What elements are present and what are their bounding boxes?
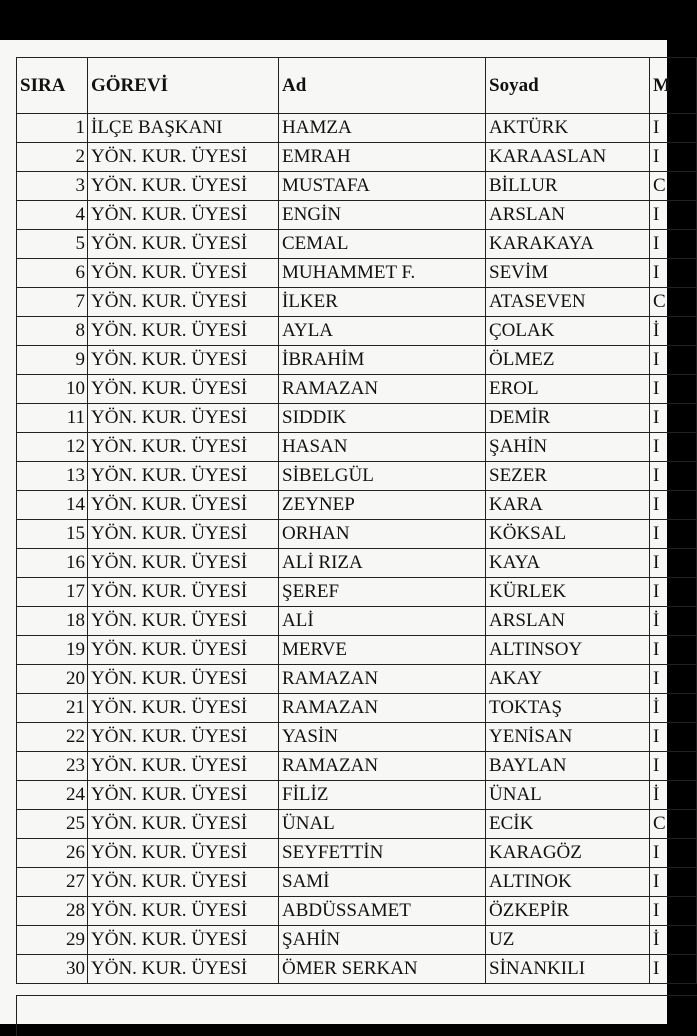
row-ad: ALİ xyxy=(279,607,486,636)
table-row xyxy=(17,665,697,694)
row-gorev: YÖN. KUR. ÜYESİ xyxy=(88,143,279,172)
row-m: I xyxy=(650,636,697,665)
row-soyad: ÇOLAK xyxy=(486,317,650,346)
row-number: 7 xyxy=(17,288,88,317)
row-gorev: YÖN. KUR. ÜYESİ xyxy=(88,375,279,404)
header-sira: SIRA xyxy=(17,58,88,114)
row-number: 10 xyxy=(17,375,88,404)
table-row xyxy=(17,259,697,288)
table-row xyxy=(17,491,697,520)
table-row xyxy=(17,433,697,462)
row-m: I xyxy=(650,143,697,172)
row-ad: RAMAZAN xyxy=(279,375,486,404)
row-number: 8 xyxy=(17,317,88,346)
row-gorev: YÖN. KUR. ÜYESİ xyxy=(88,839,279,868)
row-ad: EMRAH xyxy=(279,143,486,172)
row-ad: SAMİ xyxy=(279,868,486,897)
row-ad: SİBELGÜL xyxy=(279,462,486,491)
row-number: 14 xyxy=(17,491,88,520)
table-row xyxy=(17,810,697,839)
row-m: I xyxy=(650,433,697,462)
row-number: 30 xyxy=(17,955,88,984)
row-soyad: BAYLAN xyxy=(486,752,650,781)
row-gorev: YÖN. KUR. ÜYESİ xyxy=(88,317,279,346)
header-row xyxy=(17,58,697,114)
row-soyad: BİLLUR xyxy=(486,172,650,201)
row-soyad: KARAASLAN xyxy=(486,143,650,172)
row-gorev: YÖN. KUR. ÜYESİ xyxy=(88,665,279,694)
table-row xyxy=(17,897,697,926)
table-row xyxy=(17,143,697,172)
row-ad: SEYFETTİN xyxy=(279,839,486,868)
row-ad: ABDÜSSAMET xyxy=(279,897,486,926)
table-row xyxy=(17,694,697,723)
table-continuation xyxy=(16,995,697,1036)
row-soyad: ŞAHİN xyxy=(486,433,650,462)
table-row xyxy=(17,955,697,984)
row-soyad: ALTINOK xyxy=(486,868,650,897)
row-gorev: YÖN. KUR. ÜYESİ xyxy=(88,868,279,897)
row-soyad: KARA xyxy=(486,491,650,520)
row-soyad: KARAGÖZ xyxy=(486,839,650,868)
row-ad: MUSTAFA xyxy=(279,172,486,201)
row-soyad: SEZER xyxy=(486,462,650,491)
row-m: I xyxy=(650,404,697,433)
row-soyad: DEMİR xyxy=(486,404,650,433)
row-m: I xyxy=(650,752,697,781)
row-number: 24 xyxy=(17,781,88,810)
row-soyad: EROL xyxy=(486,375,650,404)
row-gorev: YÖN. KUR. ÜYESİ xyxy=(88,694,279,723)
row-number: 29 xyxy=(17,926,88,955)
row-number: 18 xyxy=(17,607,88,636)
row-m: I xyxy=(650,462,697,491)
row-gorev: YÖN. KUR. ÜYESİ xyxy=(88,520,279,549)
row-gorev: YÖN. KUR. ÜYESİ xyxy=(88,404,279,433)
table-row xyxy=(17,752,697,781)
row-number: 19 xyxy=(17,636,88,665)
row-ad: HASAN xyxy=(279,433,486,462)
row-m: I xyxy=(650,578,697,607)
row-soyad: KAYA xyxy=(486,549,650,578)
row-soyad: UZ xyxy=(486,926,650,955)
table-row xyxy=(17,114,697,143)
row-soyad: KÖKSAL xyxy=(486,520,650,549)
row-soyad: ÖZKEPİR xyxy=(486,897,650,926)
row-m: İ xyxy=(650,317,697,346)
row-gorev: YÖN. KUR. ÜYESİ xyxy=(88,752,279,781)
row-gorev: YÖN. KUR. ÜYESİ xyxy=(88,636,279,665)
row-ad: HAMZA xyxy=(279,114,486,143)
row-ad: RAMAZAN xyxy=(279,665,486,694)
row-soyad: KÜRLEK xyxy=(486,578,650,607)
row-soyad: AKTÜRK xyxy=(486,114,650,143)
row-ad: SIDDIK xyxy=(279,404,486,433)
table-row xyxy=(17,549,697,578)
row-number: 26 xyxy=(17,839,88,868)
table-row xyxy=(17,926,697,955)
row-m: C xyxy=(650,810,697,839)
table-row xyxy=(17,462,697,491)
row-ad: ŞEREF xyxy=(279,578,486,607)
row-number: 23 xyxy=(17,752,88,781)
row-soyad: SİNANKILI xyxy=(486,955,650,984)
table-row xyxy=(17,781,697,810)
row-ad: CEMAL xyxy=(279,230,486,259)
row-ad: MERVE xyxy=(279,636,486,665)
row-m: I xyxy=(650,346,697,375)
row-m: I xyxy=(650,201,697,230)
row-number: 12 xyxy=(17,433,88,462)
row-number: 27 xyxy=(17,868,88,897)
row-ad: ORHAN xyxy=(279,520,486,549)
row-gorev: YÖN. KUR. ÜYESİ xyxy=(88,578,279,607)
row-soyad: ALTINSOY xyxy=(486,636,650,665)
row-number: 15 xyxy=(17,520,88,549)
row-ad: ÜNAL xyxy=(279,810,486,839)
row-gorev: YÖN. KUR. ÜYESİ xyxy=(88,781,279,810)
row-number: 16 xyxy=(17,549,88,578)
row-m: I xyxy=(650,868,697,897)
row-ad: ŞAHİN xyxy=(279,926,486,955)
row-number: 25 xyxy=(17,810,88,839)
row-number: 2 xyxy=(17,143,88,172)
row-gorev: YÖN. KUR. ÜYESİ xyxy=(88,462,279,491)
table-row xyxy=(17,520,697,549)
row-number: 3 xyxy=(17,172,88,201)
row-number: 20 xyxy=(17,665,88,694)
table-row xyxy=(17,375,697,404)
row-gorev: YÖN. KUR. ÜYESİ xyxy=(88,259,279,288)
row-number: 21 xyxy=(17,694,88,723)
table-row xyxy=(17,346,697,375)
row-number: 9 xyxy=(17,346,88,375)
table-row xyxy=(17,839,697,868)
header-soyad: Soyad xyxy=(486,58,650,114)
row-number: 6 xyxy=(17,259,88,288)
row-number: 13 xyxy=(17,462,88,491)
table-row xyxy=(17,172,697,201)
row-number: 4 xyxy=(17,201,88,230)
row-number: 1 xyxy=(17,114,88,143)
row-m: C xyxy=(650,288,697,317)
row-gorev: YÖN. KUR. ÜYESİ xyxy=(88,230,279,259)
row-gorev: YÖN. KUR. ÜYESİ xyxy=(88,172,279,201)
row-ad: ZEYNEP xyxy=(279,491,486,520)
row-soyad: ARSLAN xyxy=(486,607,650,636)
row-soyad: TOKTAŞ xyxy=(486,694,650,723)
row-soyad: ECİK xyxy=(486,810,650,839)
row-gorev: YÖN. KUR. ÜYESİ xyxy=(88,346,279,375)
row-ad: İLKER xyxy=(279,288,486,317)
row-m: I xyxy=(650,259,697,288)
row-soyad: YENİSAN xyxy=(486,723,650,752)
row-number: 11 xyxy=(17,404,88,433)
row-soyad: AKAY xyxy=(486,665,650,694)
table-row xyxy=(17,636,697,665)
row-ad: AYLA xyxy=(279,317,486,346)
row-m: I xyxy=(650,665,697,694)
row-gorev: YÖN. KUR. ÜYESİ xyxy=(88,201,279,230)
row-m: I xyxy=(650,723,697,752)
table-row xyxy=(17,404,697,433)
document-page xyxy=(0,40,671,1024)
row-m: I xyxy=(650,520,697,549)
row-ad: RAMAZAN xyxy=(279,752,486,781)
row-gorev: YÖN. KUR. ÜYESİ xyxy=(88,288,279,317)
row-gorev: İLÇE BAŞKANI xyxy=(88,114,279,143)
row-m: I xyxy=(650,839,697,868)
row-m: C xyxy=(650,172,697,201)
header-m: M xyxy=(650,58,697,114)
row-m: İ xyxy=(650,607,697,636)
row-ad: ENGİN xyxy=(279,201,486,230)
row-gorev: YÖN. KUR. ÜYESİ xyxy=(88,955,279,984)
row-m: I xyxy=(650,955,697,984)
row-gorev: YÖN. KUR. ÜYESİ xyxy=(88,810,279,839)
row-number: 22 xyxy=(17,723,88,752)
row-ad: İBRAHİM xyxy=(279,346,486,375)
row-ad: ÖMER SERKAN xyxy=(279,955,486,984)
row-m: İ xyxy=(650,694,697,723)
row-ad: YASİN xyxy=(279,723,486,752)
header-gorevi: GÖREVİ xyxy=(88,58,279,114)
row-m: I xyxy=(650,897,697,926)
row-soyad: ÜNAL xyxy=(486,781,650,810)
row-gorev: YÖN. KUR. ÜYESİ xyxy=(88,549,279,578)
row-gorev: YÖN. KUR. ÜYESİ xyxy=(88,897,279,926)
table-row xyxy=(17,201,697,230)
row-m: İ xyxy=(650,926,697,955)
row-number: 17 xyxy=(17,578,88,607)
row-m: I xyxy=(650,230,697,259)
row-gorev: YÖN. KUR. ÜYESİ xyxy=(88,607,279,636)
row-ad: MUHAMMET F. xyxy=(279,259,486,288)
row-m: İ xyxy=(650,781,697,810)
row-ad: FİLİZ xyxy=(279,781,486,810)
table-row xyxy=(17,868,697,897)
row-ad: ALİ RIZA xyxy=(279,549,486,578)
row-gorev: YÖN. KUR. ÜYESİ xyxy=(88,723,279,752)
table-body xyxy=(17,114,697,984)
table-row xyxy=(17,317,697,346)
row-soyad: KARAKAYA xyxy=(486,230,650,259)
header-ad: Ad xyxy=(279,58,486,114)
row-soyad: ÖLMEZ xyxy=(486,346,650,375)
row-number: 5 xyxy=(17,230,88,259)
table-row xyxy=(17,288,697,317)
row-soyad: ARSLAN xyxy=(486,201,650,230)
row-m: I xyxy=(650,491,697,520)
member-table xyxy=(16,57,697,984)
row-number: 28 xyxy=(17,897,88,926)
row-m: I xyxy=(650,375,697,404)
row-soyad: ATASEVEN xyxy=(486,288,650,317)
table-row xyxy=(17,230,697,259)
row-gorev: YÖN. KUR. ÜYESİ xyxy=(88,491,279,520)
table-row xyxy=(17,578,697,607)
row-ad: RAMAZAN xyxy=(279,694,486,723)
row-gorev: YÖN. KUR. ÜYESİ xyxy=(88,433,279,462)
table-row xyxy=(17,607,697,636)
row-m: I xyxy=(650,114,697,143)
table-row xyxy=(17,723,697,752)
row-soyad: SEVİM xyxy=(486,259,650,288)
row-gorev: YÖN. KUR. ÜYESİ xyxy=(88,926,279,955)
row-m: I xyxy=(650,549,697,578)
